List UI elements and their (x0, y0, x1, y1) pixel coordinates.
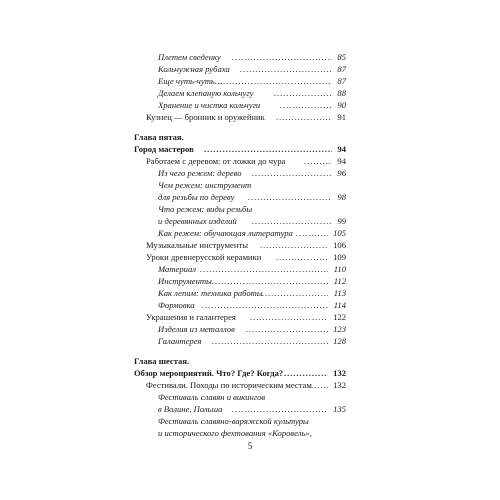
toc-entry: Делаем клепаную кольчугу . . . 88 (0, 87, 500, 99)
toc-entry: и деревянных изделий . . . 99 (0, 215, 500, 227)
toc-entry: Галантерея . . . 128 (0, 335, 500, 347)
page-number: 5 (247, 441, 253, 451)
chapter-heading: Глава пятая. (134, 132, 184, 142)
toc-entry: Инструменты . . . 112 (0, 275, 500, 287)
toc-entry: Работаем с деревом: от ложки до чура . . . 94 (0, 155, 500, 167)
toc-entry: Плетем сведенку . . . 85 (0, 51, 500, 63)
toc-entry: Как режем: обучающая литература . . . 105 (0, 227, 500, 239)
toc-entry: Изделия из металлов . . . 123 (0, 323, 500, 335)
chapter-heading: Глава шестая. (134, 356, 190, 366)
toc-entry: Из чего режем: дерево . . . 96 (0, 167, 500, 179)
toc-entry: Кузнец — бронник и оружейник . . . 91 (0, 111, 500, 123)
toc-entry: Кольчужная рубаха . . . 87 (0, 63, 500, 75)
toc-entry: Материал . . . 110 (0, 263, 500, 275)
toc-entry: в Волине, Польша . . . 135 (0, 403, 500, 415)
toc-entry: Фестивали. Походы по историческим местам . . . 132 (0, 379, 500, 391)
toc-entry: Как лепим: техника работы . . . 113 (0, 287, 500, 299)
toc-entry: Чем режем: инструмент (158, 180, 252, 190)
toc-entry: Фестиваль славяно-варяжской культуры (158, 416, 309, 426)
toc-entry: Что режем: виды резьбы (158, 204, 253, 214)
toc-entry: Музыкальные инструменты . . . 106 (0, 239, 500, 251)
toc-entry: Формовка . . . 114 (0, 299, 500, 311)
toc-entry: для резьбы по дереву . . . 98 (0, 191, 500, 203)
toc-entry: Украшения и галантерея . . . 122 (0, 311, 500, 323)
chapter-title: Город мастеров . . . 94 (0, 143, 500, 155)
toc-entry: Фестиваль славян и викингов (158, 392, 266, 402)
toc-entry: Уроки древнерусской керамики . . . 109 (0, 251, 500, 263)
toc-entry: Хранение и чистка кольчуги . . . 90 (0, 99, 500, 111)
toc-entry: и исторического фехтования «Коровель», (158, 428, 312, 438)
chapter-title: Обзор мероприятий. Что? Где? Когда? . . . 132 (0, 367, 500, 379)
toc-entry: Еще чуть-чуть… . . . 87 (0, 75, 500, 87)
